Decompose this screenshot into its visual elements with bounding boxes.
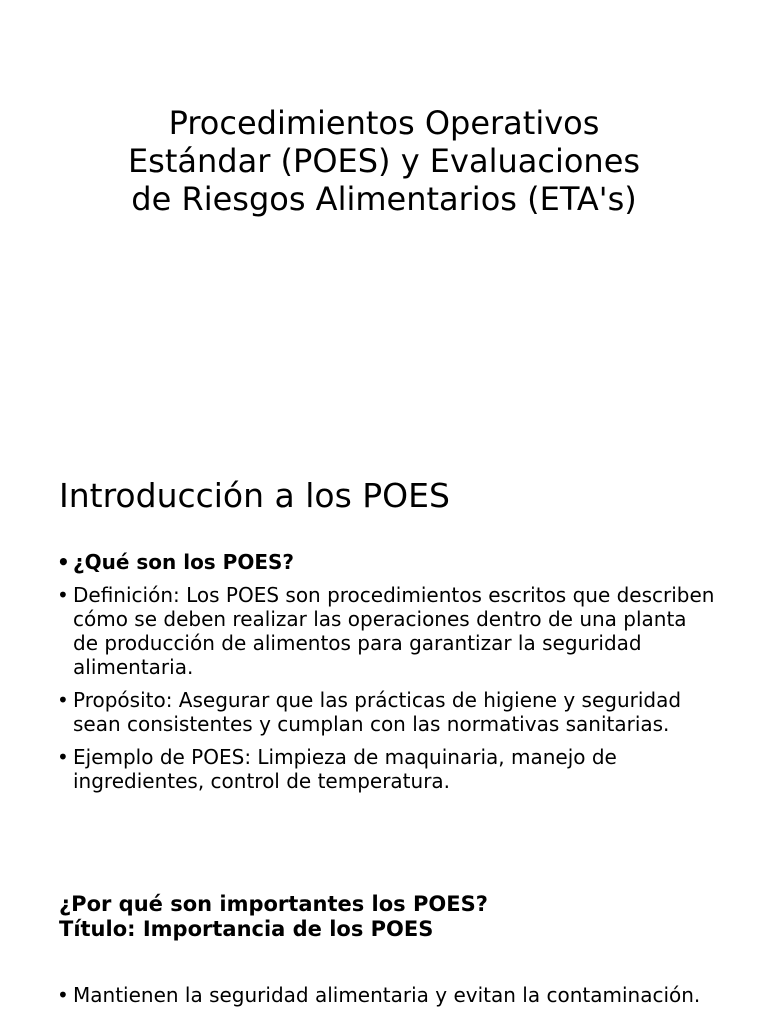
bullet-icon: •: [57, 745, 69, 769]
title-line: Estándar (POES) y Evaluaciones: [127, 142, 641, 180]
bullet-icon: •: [57, 550, 70, 574]
importance-heading: [59, 892, 488, 942]
bullet-text: Mantienen la seguridad alimentaria y evitan la contaminación.: [73, 983, 701, 1007]
intro-bullet-item: [57, 688, 717, 736]
intro-bullet-item: [57, 550, 717, 574]
importance-bullet-item: [57, 983, 717, 1007]
bullet-text: Ejemplo de POES: Limpieza de maquinaria, manejo de ingredientes, control de temperatura.: [73, 745, 617, 793]
intro-bullet-list: [57, 550, 717, 802]
importance-title: Título: Importancia de los POES: [59, 917, 434, 941]
bullet-text: Propósito: Asegurar que las prácticas de higiene y seguridad sean consistentes y cumplan con las normativas sanitarias.: [73, 688, 682, 736]
title-line: Procedimientos Operativos: [168, 104, 600, 142]
intro-heading: Introducción a los POES: [59, 476, 450, 515]
importance-question: ¿Por qué son importantes los POES?: [59, 892, 488, 916]
bullet-text: ¿Qué son los POES?: [73, 550, 295, 574]
bullet-icon: •: [57, 688, 69, 712]
document-title: [0, 104, 768, 218]
bullet-icon: •: [57, 583, 69, 607]
intro-bullet-item: [57, 583, 717, 679]
importance-bullet-list: [57, 983, 717, 1016]
intro-bullet-item: [57, 745, 717, 793]
bullet-icon: •: [57, 983, 69, 1007]
bullet-text: Definición: Los POES son procedimientos escritos que describen cómo se deben realizar las operaciones dentro de una planta de producción de alimentos para garantizar la seguridad alimentaria.: [73, 583, 715, 679]
title-line: de Riesgos Alimentarios (ETA's): [131, 180, 637, 218]
